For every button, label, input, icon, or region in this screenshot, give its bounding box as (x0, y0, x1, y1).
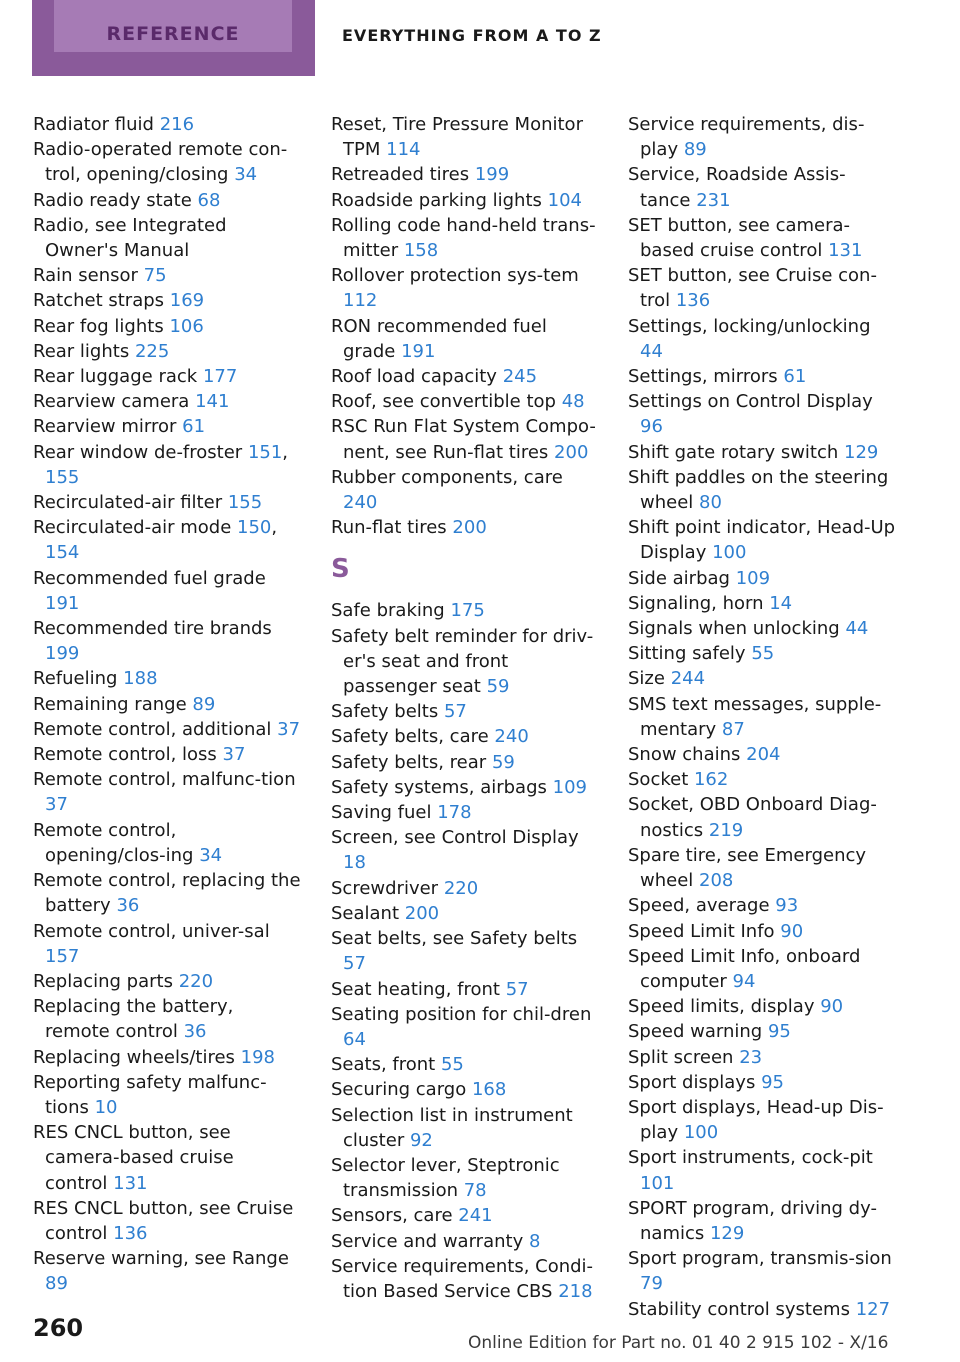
index-entry (331, 162, 599, 187)
index-entry (33, 263, 301, 288)
page-reference-link[interactable]: 200 (554, 441, 589, 463)
index-entry-text: Screwdriver (331, 877, 439, 899)
page-reference-link[interactable]: 57 (505, 978, 529, 1000)
index-entry (628, 1145, 896, 1195)
page-reference-link[interactable]: 127 (855, 1298, 891, 1320)
index-entry-text: Rear window de-froster (33, 441, 243, 463)
index-entry-text: Service requirements, Condi-tion Based Service CBS (331, 1255, 594, 1302)
page-reference-link[interactable]: 155 (227, 492, 263, 514)
index-entry-text: Shift point indicator, Head-Up Display (628, 517, 896, 564)
page-reference-link[interactable]: 191 (401, 340, 436, 362)
index-entry (33, 364, 301, 389)
reference-tab (32, 0, 315, 76)
index-entry (33, 616, 301, 666)
index-entry-text: Recirculated-air filter (33, 492, 223, 514)
index-entry (628, 566, 896, 591)
page-reference-link[interactable]: 154 (45, 542, 80, 564)
index-entry-text: Retreaded tires (331, 164, 470, 186)
index-entry (628, 994, 896, 1019)
index-entry-text: Speed Limit Info (628, 920, 775, 942)
page-reference-link[interactable]: 219 (708, 819, 744, 841)
index-entry-text: SMS text messages, supple-mentary (628, 693, 882, 740)
page-reference-link[interactable]: 90 (820, 996, 844, 1018)
index-entry (628, 314, 896, 364)
index-entry (331, 1077, 599, 1102)
page-reference-link[interactable]: 150 (237, 517, 272, 539)
index-entry (331, 825, 599, 875)
index-entry (331, 901, 599, 926)
index-entry-text: Speed, average (628, 895, 770, 917)
index-entry (33, 969, 301, 994)
page-reference-link[interactable]: 8 (528, 1230, 541, 1252)
index-entry-text: Sealant (331, 902, 400, 924)
page-reference-link[interactable]: 225 (134, 340, 170, 362)
page-reference-link[interactable]: 36 (116, 895, 140, 917)
index-entry (33, 717, 301, 742)
page-reference-link[interactable]: 204 (746, 744, 781, 766)
index-entry-text: Roof, see convertible top (331, 391, 556, 413)
index-entry-text: Sensors, care (331, 1205, 453, 1227)
index-entry (628, 465, 896, 515)
index-entry-text: Seat belts, see Safety belts (331, 928, 578, 950)
index-entry (33, 818, 301, 868)
index-entry (628, 591, 896, 616)
index-entry (628, 1095, 896, 1145)
index-entry (331, 112, 599, 162)
index-entry-text: Roof load capacity (331, 366, 497, 388)
index-entry (628, 112, 896, 162)
page-reference-link[interactable]: 100 (712, 542, 747, 564)
page-reference-link[interactable]: 198 (240, 1046, 276, 1068)
index-entry-text: SET button, see Cruise con-trol (628, 265, 877, 312)
index-entry (331, 977, 599, 1002)
page-reference-link[interactable]: 101 (640, 1172, 675, 1194)
page-reference-link[interactable]: 44 (845, 618, 869, 640)
page-reference-link[interactable]: 23 (739, 1046, 763, 1068)
page-reference-link[interactable]: 162 (693, 769, 729, 791)
index-entry (628, 742, 896, 767)
index-entry (33, 339, 301, 364)
index-entry (628, 944, 896, 994)
index-entry (628, 641, 896, 666)
page-reference-link[interactable]: 141 (195, 391, 230, 413)
index-entry (331, 263, 599, 313)
index-entry (331, 699, 599, 724)
page-reference-link[interactable]: 95 (761, 1071, 784, 1093)
index-entry (33, 188, 301, 213)
page-reference-link[interactable]: 155 (45, 466, 80, 488)
index-entry (33, 742, 301, 767)
index-entry-text: RON recommended fuel grade (331, 315, 547, 362)
section-title: EVERYTHING FROM A TO Z (342, 26, 602, 45)
index-entry-text: Service, Roadside Assis-tance (628, 164, 846, 211)
page-reference-link[interactable]: 89 (192, 693, 216, 715)
index-entry-text: Remote control, replacing the battery (33, 870, 301, 917)
page-reference-link[interactable]: 36 (183, 1021, 207, 1043)
index-entry (331, 213, 599, 263)
index-entry-text: SET button, see camera-based cruise control (628, 214, 851, 262)
index-entry (331, 1153, 599, 1203)
edition-footer: Online Edition for Part no. 01 40 2 915 102 - X/16 (468, 1333, 889, 1353)
index-entry (331, 1254, 599, 1304)
page-reference-link[interactable]: 191 (45, 592, 80, 614)
index-entry-text: Size (628, 668, 665, 690)
index-entry-text: Recommended tire brands (33, 618, 272, 640)
index-entry (628, 843, 896, 893)
index-entry-text: Reserve warning, see Range (33, 1248, 289, 1270)
index-entry-text: Seats, front (331, 1054, 436, 1076)
index-entry-text: Shift gate rotary switch (628, 441, 839, 463)
index-entry (628, 1070, 896, 1095)
index-entry (628, 792, 896, 842)
page-number: 260 (33, 1314, 84, 1342)
index-entry-text: SPORT program, driving dy-namics (628, 1197, 877, 1244)
page-reference-link[interactable]: 59 (491, 751, 515, 773)
page-reference-link[interactable]: 245 (502, 366, 538, 388)
index-entry (331, 314, 599, 364)
index-entry-text: Speed limits, display (628, 996, 815, 1018)
page-reference-link[interactable]: 92 (409, 1129, 433, 1151)
page-reference-link[interactable]: 18 (343, 852, 366, 874)
page-reference-link[interactable]: 37 (222, 744, 246, 766)
index-entry-text: Rear luggage rack (33, 366, 198, 388)
index-entry-text: Shift paddles on the steering wheel (628, 466, 889, 514)
index-entry-text: Selection list in instrument cluster (331, 1104, 573, 1151)
index-entry-text: Refueling (33, 668, 118, 690)
index-entry (628, 692, 896, 742)
index-entry-text: Rear lights (33, 340, 130, 362)
page-reference-link[interactable]: 216 (159, 114, 195, 135)
index-entry (628, 919, 896, 944)
index-entry (33, 490, 301, 515)
index-entry-text: Settings on Control Display (628, 391, 873, 413)
index-entry (628, 616, 896, 641)
page-reference-link[interactable]: 109 (552, 776, 587, 798)
page-reference-link[interactable]: 136 (675, 290, 711, 312)
index-entry-text: Rollover protection sys-tem (331, 265, 579, 287)
page-reference-link[interactable]: 200 (404, 902, 440, 924)
index-entry-text: Safety belt reminder for driv-er's seat and front passenger seat (331, 625, 594, 698)
index-column-2 (331, 112, 599, 1304)
index-entry (628, 1045, 896, 1070)
page-reference-link[interactable]: 34 (234, 164, 258, 186)
page-reference-link[interactable]: 129 (844, 441, 879, 463)
index-entry-text: Recommended fuel grade (33, 567, 266, 589)
index-entry (331, 1229, 599, 1254)
page-reference-link[interactable]: 129 (709, 1222, 745, 1244)
index-entry-text: Seating position for chil-dren (331, 1003, 592, 1025)
index-entry (33, 213, 301, 263)
index-entry (33, 137, 301, 187)
index-entry (628, 213, 896, 263)
page-reference-link[interactable]: 48 (561, 391, 585, 413)
index-entry-text: Reporting safety malfunc-tions (33, 1071, 267, 1118)
index-entry-text: Safety belts, care (331, 726, 489, 748)
index-entry-text: Replacing the battery, remote control (33, 996, 234, 1043)
page-reference-link[interactable]: 168 (471, 1079, 507, 1101)
page-reference-link[interactable]: 37 (277, 718, 301, 740)
page-reference-link[interactable]: 106 (169, 315, 204, 337)
index-entry (33, 692, 301, 717)
page-reference-link[interactable]: 136 (113, 1222, 148, 1244)
page-reference-link[interactable]: 220 (443, 877, 479, 899)
index-entry-text: Signaling, horn (628, 592, 764, 614)
page-reference-link[interactable]: 64 (343, 1028, 366, 1050)
index-entry (331, 389, 599, 414)
index-entry-text: Remote control, additional (33, 718, 272, 740)
page-reference-link[interactable]: 158 (403, 240, 439, 262)
index-entry-text: Replacing wheels/tires (33, 1046, 235, 1068)
page-reference-link[interactable]: 57 (443, 701, 467, 723)
page-reference-link[interactable]: 104 (547, 189, 582, 211)
index-entry (628, 364, 896, 389)
index-entry-text: Split screen (628, 1046, 734, 1068)
index-entry-text: Safety belts (331, 701, 439, 723)
index-entry-text: Rubber components, care (331, 466, 563, 488)
index-entry (33, 767, 301, 817)
index-entry (628, 1246, 896, 1296)
index-entry (331, 414, 599, 464)
page-reference-link[interactable]: 37 (45, 794, 68, 816)
index-entry (33, 414, 301, 439)
index-entry (628, 263, 896, 313)
index-entry (628, 1019, 896, 1044)
index-entry: Rear window de-froster 151, 155 (33, 441, 289, 488)
page-reference-link[interactable]: 151 (247, 441, 283, 463)
index-entry-text: Sport program, transmis-sion (628, 1248, 892, 1270)
index-entry-text: RES CNCL button, see camera-based cruise control (33, 1122, 234, 1194)
page-reference-link[interactable]: 44 (640, 340, 663, 362)
index-entry-text: Service requirements, dis-play (628, 114, 865, 161)
index-entry-text: Run-flat tires (331, 517, 447, 539)
index-entry (628, 666, 896, 691)
index-entry-text: Sport instruments, cock-pit (628, 1147, 873, 1169)
page-reference-link[interactable]: 55 (751, 643, 775, 665)
index-entry-text: Remote control, malfunc-tion (33, 769, 296, 791)
index-entry-text: Sport displays (628, 1071, 756, 1093)
index-entry (331, 1103, 599, 1153)
page-reference-link[interactable]: 79 (640, 1273, 663, 1295)
index-entry-text: Stability control systems (628, 1298, 850, 1320)
index-entry-text: Rear fog lights (33, 315, 164, 337)
index-entry-text: Rain sensor (33, 265, 138, 287)
index-entry-text: Remaining range (33, 693, 187, 715)
index-entry-text: Socket, OBD Onboard Diag-nostics (628, 794, 877, 841)
index-entry-text: Securing cargo (331, 1079, 467, 1101)
page-reference-link[interactable]: 61 (182, 416, 206, 438)
page-reference-link[interactable]: 175 (450, 600, 485, 622)
index-entry-text: Seat heating, front (331, 978, 500, 1000)
index-entry (628, 389, 896, 439)
index-column-1 (33, 112, 301, 1297)
index-entry-text: Spare tire, see Emergency wheel (628, 844, 867, 892)
index-entry (331, 926, 599, 976)
page-reference-link[interactable]: 178 (437, 802, 472, 824)
index-entry-text: Safe braking (331, 600, 445, 622)
index-entry (33, 868, 301, 918)
index-entry (331, 598, 599, 623)
index-entry-text: Roadside parking lights (331, 189, 542, 211)
index-entry-text: Recirculated-air mode (33, 517, 232, 539)
reference-tab-label: REFERENCE (54, 0, 292, 52)
page-reference-link[interactable]: 177 (202, 366, 238, 388)
index-entry (33, 112, 301, 137)
page-reference-link[interactable]: 157 (45, 945, 80, 967)
index-entry-text: Saving fuel (331, 802, 432, 824)
index-entry-text: Signals when unlocking (628, 618, 840, 640)
page-reference-link[interactable]: 89 (683, 139, 707, 161)
index-entry (33, 566, 301, 616)
index-entry-text: Rearview mirror (33, 416, 177, 438)
index-letter-heading: S (331, 554, 350, 585)
index-entry (331, 1052, 599, 1077)
page-reference-link[interactable]: 55 (440, 1054, 464, 1076)
index-entry (33, 1045, 301, 1070)
index-entry (33, 1246, 301, 1296)
index-entry-text: Rearview camera (33, 391, 190, 413)
index-entry-text: Ratchet straps (33, 290, 165, 312)
page-reference-link[interactable]: 68 (197, 189, 221, 211)
page-reference-link[interactable]: 240 (494, 726, 529, 748)
page-reference-link[interactable]: 241 (458, 1205, 493, 1227)
index-entry-text: Socket (628, 769, 689, 791)
page-reference-link[interactable]: 220 (178, 970, 214, 992)
index-entry-text: Service and warranty (331, 1230, 524, 1252)
page-reference-link[interactable]: 59 (486, 676, 510, 698)
page-reference-link[interactable]: 188 (123, 668, 158, 690)
page-reference-link[interactable]: 112 (343, 290, 378, 312)
index-entry-text: Speed warning (628, 1021, 763, 1043)
page-reference-link[interactable]: 218 (558, 1280, 593, 1302)
index-entry (628, 440, 896, 465)
index-entry (628, 767, 896, 792)
index-entry (628, 1297, 896, 1322)
page-reference-link[interactable]: 114 (386, 139, 421, 161)
index-entry-text: Sitting safely (628, 643, 746, 665)
page-reference-link[interactable]: 10 (94, 1096, 118, 1118)
index-column-3 (628, 112, 896, 1322)
page-reference-link[interactable]: 169 (169, 290, 205, 312)
page-reference-link[interactable]: 109 (735, 567, 771, 589)
index-entry-text: Replacing parts (33, 970, 173, 992)
index-entry-text: Remote control, loss (33, 744, 217, 766)
page-reference-link[interactable]: 78 (463, 1180, 487, 1202)
index-entry (33, 1196, 301, 1246)
page-reference-link[interactable]: 208 (699, 870, 734, 892)
index-entry (33, 314, 301, 339)
index-entry: Recirculated-air mode 150, 154 (33, 517, 278, 564)
index-entry-text: Snow chains (628, 744, 741, 766)
index-entry (33, 919, 301, 969)
index-entry-text: RES CNCL button, see Cruise control (33, 1197, 294, 1244)
page-reference-link[interactable]: 131 (113, 1172, 148, 1194)
index-entry (33, 666, 301, 691)
index-entry (628, 893, 896, 918)
index-entry-text: Selector lever, Steptronic transmission (331, 1154, 560, 1202)
page-reference-link[interactable]: 89 (45, 1273, 68, 1295)
index-entry (331, 1002, 599, 1052)
index-entry-text: Remote control, opening/clos-ing (33, 819, 194, 866)
page-reference-link[interactable]: 14 (769, 592, 793, 614)
index-entry (331, 750, 599, 775)
index-entry-text: Safety belts, rear (331, 751, 487, 773)
page-reference-link[interactable]: 240 (343, 492, 378, 514)
index-entry-text: Side airbag (628, 567, 730, 589)
index-entry-text: Screen, see Control Display (331, 827, 579, 849)
index-entry (33, 389, 301, 414)
index-entry-text: Sport displays, Head-up Dis-play (628, 1096, 884, 1144)
index-entry (331, 188, 599, 213)
page-reference-link[interactable]: 95 (767, 1021, 791, 1043)
page-reference-link[interactable]: 75 (143, 265, 167, 287)
index-entry (331, 800, 599, 825)
index-entry-text: RSC Run Flat System Compo-nent, see Run-flat tires (331, 416, 596, 463)
index-entry (331, 624, 599, 700)
page-reference-link[interactable]: 80 (699, 492, 722, 514)
page-reference-link[interactable]: 231 (696, 189, 731, 211)
page-reference-link[interactable]: 199 (474, 164, 510, 186)
index-entry-text: Settings, mirrors (628, 366, 778, 388)
page-reference-link[interactable]: 100 (683, 1122, 719, 1144)
page-reference-link[interactable]: 87 (721, 718, 745, 740)
page-reference-link[interactable]: 57 (343, 953, 366, 975)
page-reference-link[interactable]: 94 (732, 970, 756, 992)
index-entry (331, 724, 599, 749)
index-entry-text: Safety systems, airbags (331, 776, 547, 798)
page-reference-link[interactable]: 90 (780, 920, 804, 942)
page-reference-link[interactable]: 200 (452, 517, 487, 539)
index-entry-text: Radiator fluid (33, 114, 154, 135)
index-entry-text: Radio-operated remote con-trol, opening/closing (33, 139, 288, 186)
index-entry (628, 515, 896, 565)
index-entry-text: Radio ready state (33, 189, 192, 211)
index-entry (331, 515, 599, 540)
index-entry (331, 876, 599, 901)
page-reference-link[interactable]: 199 (45, 643, 80, 665)
index-entry (33, 1070, 301, 1120)
index-entry (331, 1203, 599, 1228)
index-entry (331, 465, 599, 515)
page-reference-link[interactable]: 61 (783, 366, 807, 388)
index-entry (33, 994, 301, 1044)
page-reference-link[interactable]: 96 (640, 416, 663, 438)
index-entry-text: Rolling code hand-held trans-mitter (331, 214, 596, 262)
index-entry (331, 364, 599, 389)
index-entry (331, 775, 599, 800)
index-entry (628, 1196, 896, 1246)
index-entry-text: Settings, locking/unlocking (628, 315, 871, 337)
index-entry-text: Speed Limit Info, onboard computer (628, 945, 861, 992)
index-entry (628, 162, 896, 212)
index-entry-text: Reset, Tire Pressure Monitor TPM (331, 114, 583, 161)
page-reference-link[interactable]: 244 (670, 668, 706, 690)
index-entry-text: Radio, see Integrated Owner's Manual (33, 214, 227, 262)
page-reference-link[interactable]: 34 (199, 844, 223, 866)
page-reference-link[interactable]: 93 (775, 895, 799, 917)
index-entry (33, 288, 301, 313)
page-reference-link[interactable]: 131 (828, 240, 863, 262)
index-entry-text: Remote control, univer-sal (33, 920, 270, 942)
index-entry (33, 1120, 301, 1196)
